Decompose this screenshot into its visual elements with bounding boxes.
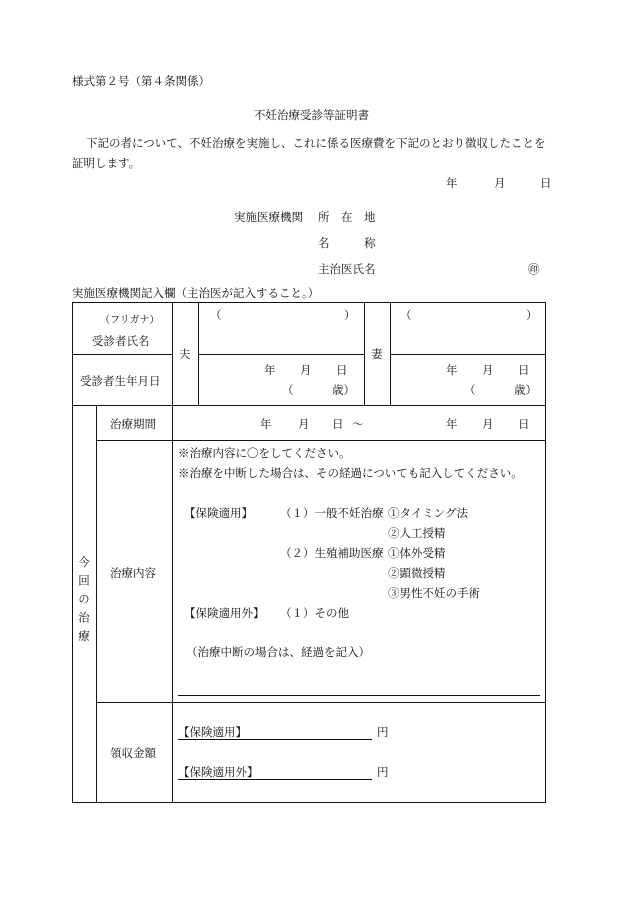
furigana-label: （フリガナ） — [100, 315, 160, 326]
wife-furigana-close: ） — [526, 308, 538, 322]
table-border-left — [72, 302, 73, 803]
payment-uninsured-yen: 円 — [377, 765, 389, 779]
period-start-day: 日 — [332, 417, 344, 431]
col-divider-section — [96, 405, 97, 803]
institution-label: 実施医療機関 — [234, 210, 303, 224]
row-divider-birth — [72, 405, 546, 406]
husband-label: 夫 — [179, 347, 191, 361]
interruption-write-line — [178, 695, 540, 696]
payment-insured-yen: 円 — [377, 725, 389, 739]
option-other: （１）その他 — [280, 606, 349, 620]
period-start-year: 年 — [260, 417, 272, 431]
period-end-day: 日 — [518, 417, 530, 431]
wife-birth-month: 月 — [482, 363, 494, 377]
col-divider-wife-right — [390, 302, 391, 405]
wife-age-close: 歳） — [514, 383, 537, 397]
insured-label: 【保険適用】 — [184, 506, 253, 520]
wife-furigana-open: （ — [400, 308, 412, 322]
wife-birth-year: 年 — [446, 363, 458, 377]
col-divider-main — [172, 302, 173, 803]
table-caption: 実施医療機関記入欄（主治医が記入すること。） — [72, 286, 320, 300]
option-male-surgery: ③男性不妊の手術 — [388, 586, 480, 600]
option-timing: ①タイミング法 — [388, 506, 469, 520]
husband-age-close: 歳） — [332, 383, 355, 397]
payment-uninsured-label: 【保険適用外】 — [178, 765, 372, 780]
patient-name-label: 受診者氏名 — [92, 334, 150, 348]
date-month-label: 月 — [494, 176, 506, 190]
period-end-month: 月 — [482, 417, 494, 431]
payment-amount-label: 領収金額 — [110, 746, 156, 760]
form-number: 様式第２号（第４条関係） — [72, 74, 210, 88]
husband-age-open: （ — [282, 383, 294, 397]
col-divider-wife-left — [364, 302, 365, 405]
table-border-top — [72, 302, 546, 303]
table-border-bottom — [72, 802, 546, 803]
period-start-month: 月 — [298, 417, 310, 431]
wife-label: 妻 — [371, 347, 383, 361]
interruption-note: （治療中断の場合は、経過を記入） — [186, 645, 370, 659]
seal-mark: ㊞ — [528, 262, 540, 276]
option-ivf: ①体外受精 — [388, 546, 446, 560]
institution-name-label: 名 称 — [318, 236, 376, 250]
doctor-name-label: 主治医氏名 — [318, 262, 376, 276]
option-artificial-insemination: ②人工授精 — [388, 526, 446, 540]
table-border-right — [545, 302, 546, 803]
husband-furigana-open: （ — [210, 308, 222, 322]
treatment-content-label: 治療内容 — [110, 566, 156, 580]
art-label: （２）生殖補助医療 — [280, 546, 384, 560]
row-divider-content — [96, 702, 546, 703]
address-label: 所 在 地 — [318, 210, 376, 224]
row-divider-husband — [198, 354, 364, 355]
treatment-note-circle: ※治療内容に〇をしてください。 — [178, 446, 351, 460]
current-treatment-section-label: 今回の治療 — [77, 556, 91, 649]
wife-birth-day: 日 — [518, 363, 530, 377]
intro-text-line1: 下記の者について、不妊治療を実施し、これに係る医療費を下記のとおり徴収したことを — [86, 136, 546, 150]
husband-birth-day: 日 — [336, 363, 348, 377]
period-end-year: 年 — [446, 417, 458, 431]
document-title: 不妊治療受診等証明書 — [254, 108, 369, 122]
row-divider-name — [72, 354, 172, 355]
row-divider-wife — [390, 354, 546, 355]
option-icsi: ②顕微授精 — [388, 566, 446, 580]
husband-birth-year: 年 — [264, 363, 276, 377]
intro-text-line2: 証明します。 — [72, 156, 141, 170]
treatment-note-interruption: ※治療を中断した場合は、その経過についても記入してください。 — [178, 466, 523, 480]
date-year-label: 年 — [446, 176, 458, 190]
uninsured-label: 【保険適用外】 — [184, 606, 265, 620]
treatment-period-label: 治療期間 — [110, 417, 156, 431]
period-tilde: ～ — [352, 417, 364, 431]
date-day-label: 日 — [540, 176, 552, 190]
husband-birth-month: 月 — [300, 363, 312, 377]
husband-furigana-close: ） — [344, 308, 356, 322]
wife-age-open: （ — [464, 383, 476, 397]
patient-birth-label: 受診者生年月日 — [80, 374, 161, 388]
general-infertility-label: （１）一般不妊治療 — [280, 506, 384, 520]
row-divider-period — [96, 440, 546, 441]
col-divider-husband — [198, 302, 199, 405]
payment-insured-label: 【保険適用】 — [178, 725, 372, 740]
